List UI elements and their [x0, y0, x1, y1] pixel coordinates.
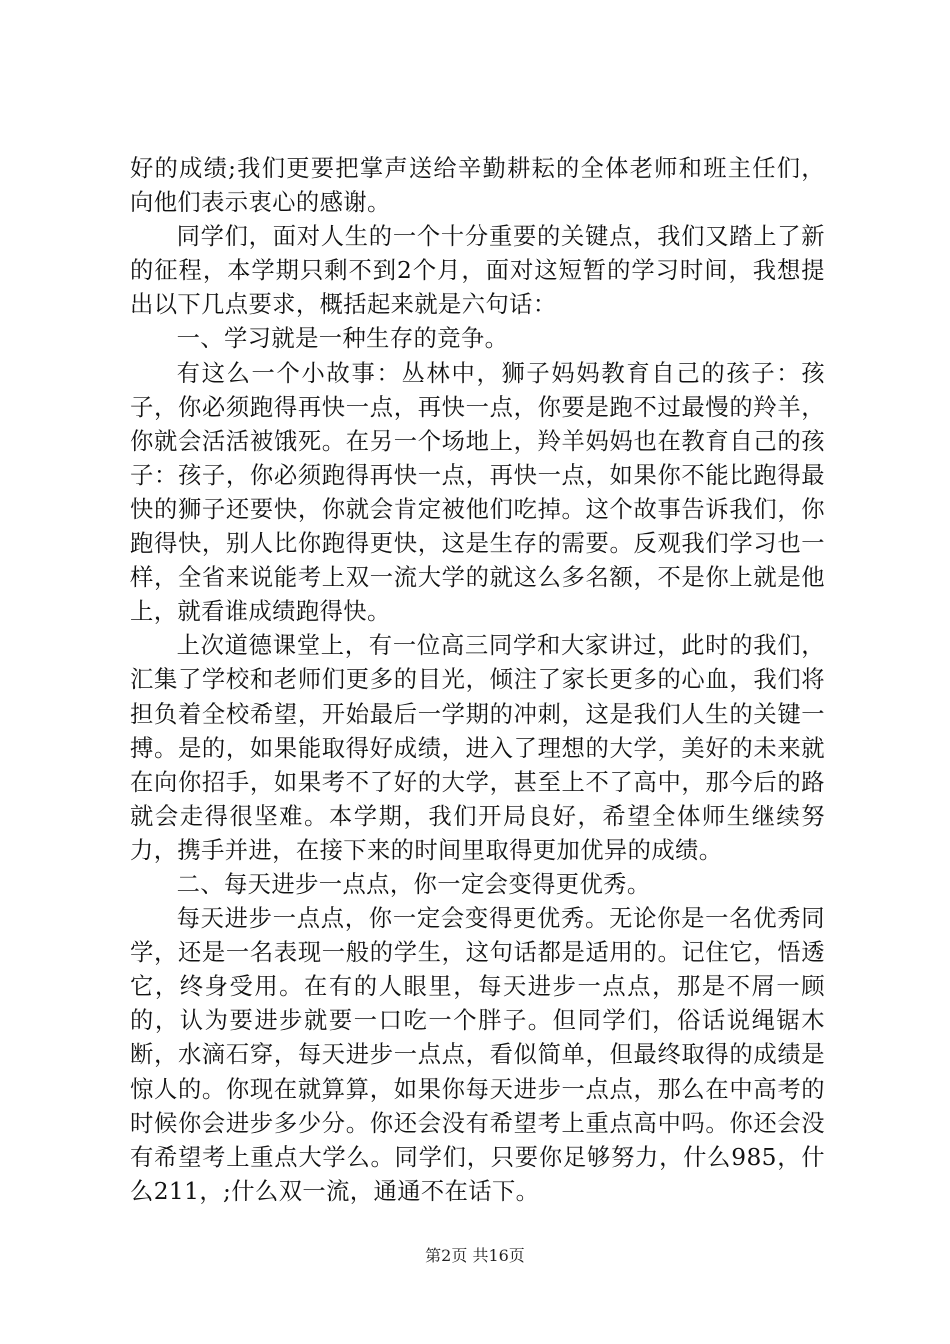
section-heading-two: 二、每天进步一点点，你一定会变得更优秀。 — [176, 870, 651, 898]
document-body — [130, 152, 825, 1209]
paragraph-daily-progress: 每天进步一点点，你一定会变得更优秀。无论你是一名优秀同学，还是一名表现一般的学生，这句话都是适用的。记住它，悟透它，终身受用。在有的人眼里，每天进步一点点，那是不屑一顾的，认为要进步就要一口吃一个胖子。但同学们，俗话说绳锯木断，水滴石穿，每天进步一点点，看似简单，但最终取得的成绩是惊人的。你现在就算算，如果你每天进步一点点，那么在中高考的时候你会进步多少分。你还会没有希望考上重点高中吗。你还会没有希望考上重点大学么。同学们，只要你足够努力，什么985，什么211，;什么双一流，通通不在话下。 — [130, 905, 825, 1205]
page-footer: 第2页 共16页 — [425, 1246, 525, 1265]
paragraph-continuation: 好的成绩;我们更要把掌声送给辛勤耕耘的全体老师和班主任们，向他们表示衷心的感谢。 — [130, 155, 825, 217]
paragraph-intro: 同学们，面对人生的一个十分重要的关键点，我们又踏上了新的征程，本学期只剩不到2个月，面对这短暂的学习时间，我想提出以下几点要求，概括起来就是六句话： — [130, 223, 825, 319]
section-heading-one: 一、学习就是一种生存的竞争。 — [176, 325, 509, 353]
paragraph-story: 有这么一个小故事：丛林中，狮子妈妈教育自己的孩子：孩子，你必须跑得再快一点，再快一点，你要是跑不过最慢的羚羊，你就会活活被饿死。在另一个场地上，羚羊妈妈也在教育自己的孩子：孩子，你必须跑得再快一点，再快一点，如果你不能比跑得最快的狮子还要快，你就会肯定被他们吃掉。这个故事告诉我们，你跑得快，别人比你跑得更快，这是生存的需要。反观我们学习也一样，全省来说能考上双一流大学的就这么多名额，不是你上就是他上，就看谁成绩跑得快。 — [130, 359, 825, 626]
paragraph-moral-class: 上次道德课堂上，有一位高三同学和大家讲过，此时的我们，汇集了学校和老师们更多的目光，倾注了家长更多的心血，我们将担负着全校希望，开始最后一学期的冲刺，这是我们人生的关键一搏。是的，如果能取得好成绩，进入了理想的大学，美好的未来就在向你招手，如果考不了好的大学，甚至上不了高中，那今后的路就会走得很坚难。本学期，我们开局良好，希望全体师生继续努力，携手并进，在接下来的时间里取得更加优异的成绩。 — [130, 632, 825, 864]
